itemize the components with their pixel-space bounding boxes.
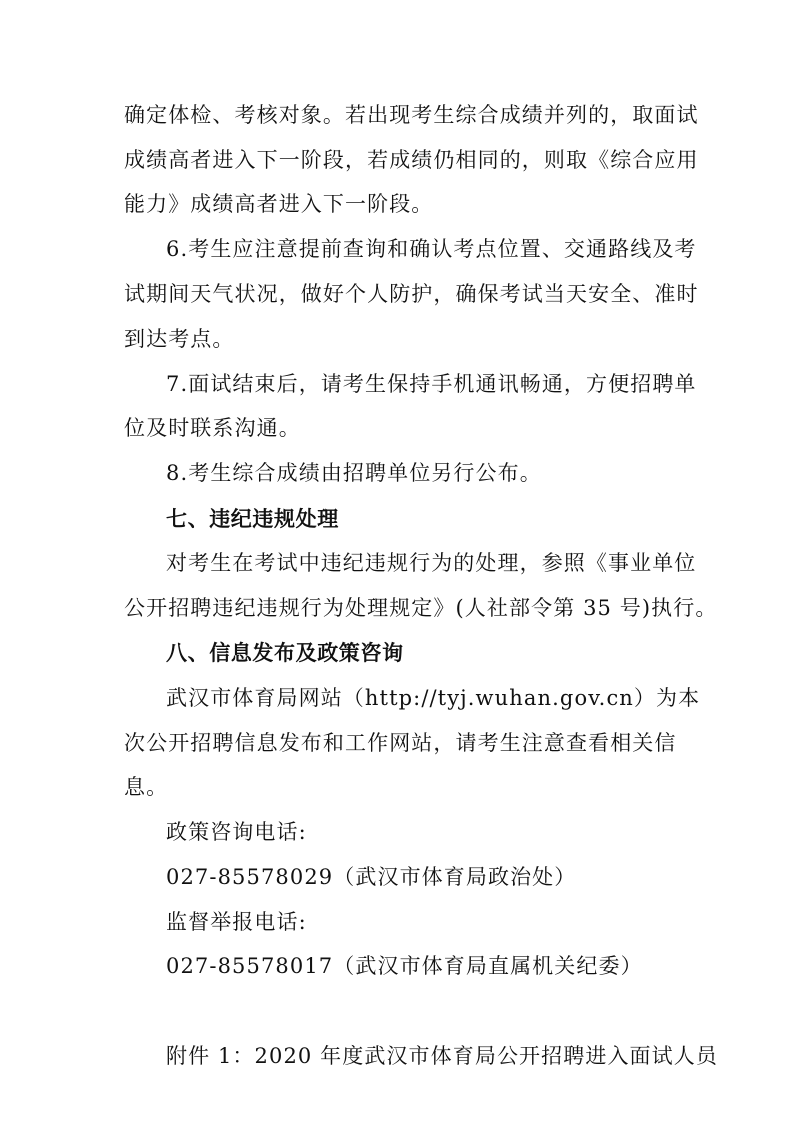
item-7-line: 7.面试结束后，请考生保持手机通讯畅通，方便招聘单 (166, 372, 697, 396)
policy-phone-number: 027-85578029（武汉市体育局政治处） (166, 865, 577, 889)
paragraph-line: 公开招聘违纪违规行为处理规定》(人社部令第 35 号)执行。 (124, 596, 718, 620)
paragraph-line: 位及时联系沟通。 (124, 416, 301, 440)
attachment-line: 附件 1：2020 年度武汉市体育局公开招聘进入面试人员 (166, 1044, 718, 1068)
paragraph-line: 成绩高者进入下一阶段，若成绩仍相同的，则取《综合应用 (124, 148, 699, 172)
paragraph-line: 武汉市体育局网站（http://tyj.wuhan.gov.cn）为本 (166, 686, 701, 710)
paragraph-line: 能力》成绩高者进入下一阶段。 (124, 192, 434, 216)
paragraph-line: 试期间天气状况，做好个人防护，确保考试当天安全、准时 (124, 282, 699, 306)
policy-phone-label: 政策咨询电话: (166, 820, 307, 844)
item-8-line: 8.考生综合成绩由招聘单位另行公布。 (166, 461, 542, 485)
report-phone-label: 监督举报电话: (166, 910, 307, 934)
report-phone-number: 027-85578017（武汉市体育局直属机关纪委） (166, 954, 643, 978)
paragraph-line: 确定体检、考核对象。若出现考生综合成绩并列的，取面试 (124, 103, 699, 127)
section-heading-8: 八、信息发布及政策咨询 (166, 641, 404, 665)
paragraph-line: 对考生在考试中违纪违规行为的处理，参照《事业单位 (166, 551, 697, 575)
paragraph-line: 息。 (124, 775, 169, 799)
section-heading-7: 七、违纪违规处理 (166, 507, 339, 531)
paragraph-line: 次公开招聘信息发布和工作网站，请考生注意查看相关信 (124, 731, 677, 755)
item-6-line: 6.考生应注意提前查询和确认考点位置、交通路线及考 (166, 237, 697, 261)
paragraph-line: 到达考点。 (124, 327, 235, 351)
